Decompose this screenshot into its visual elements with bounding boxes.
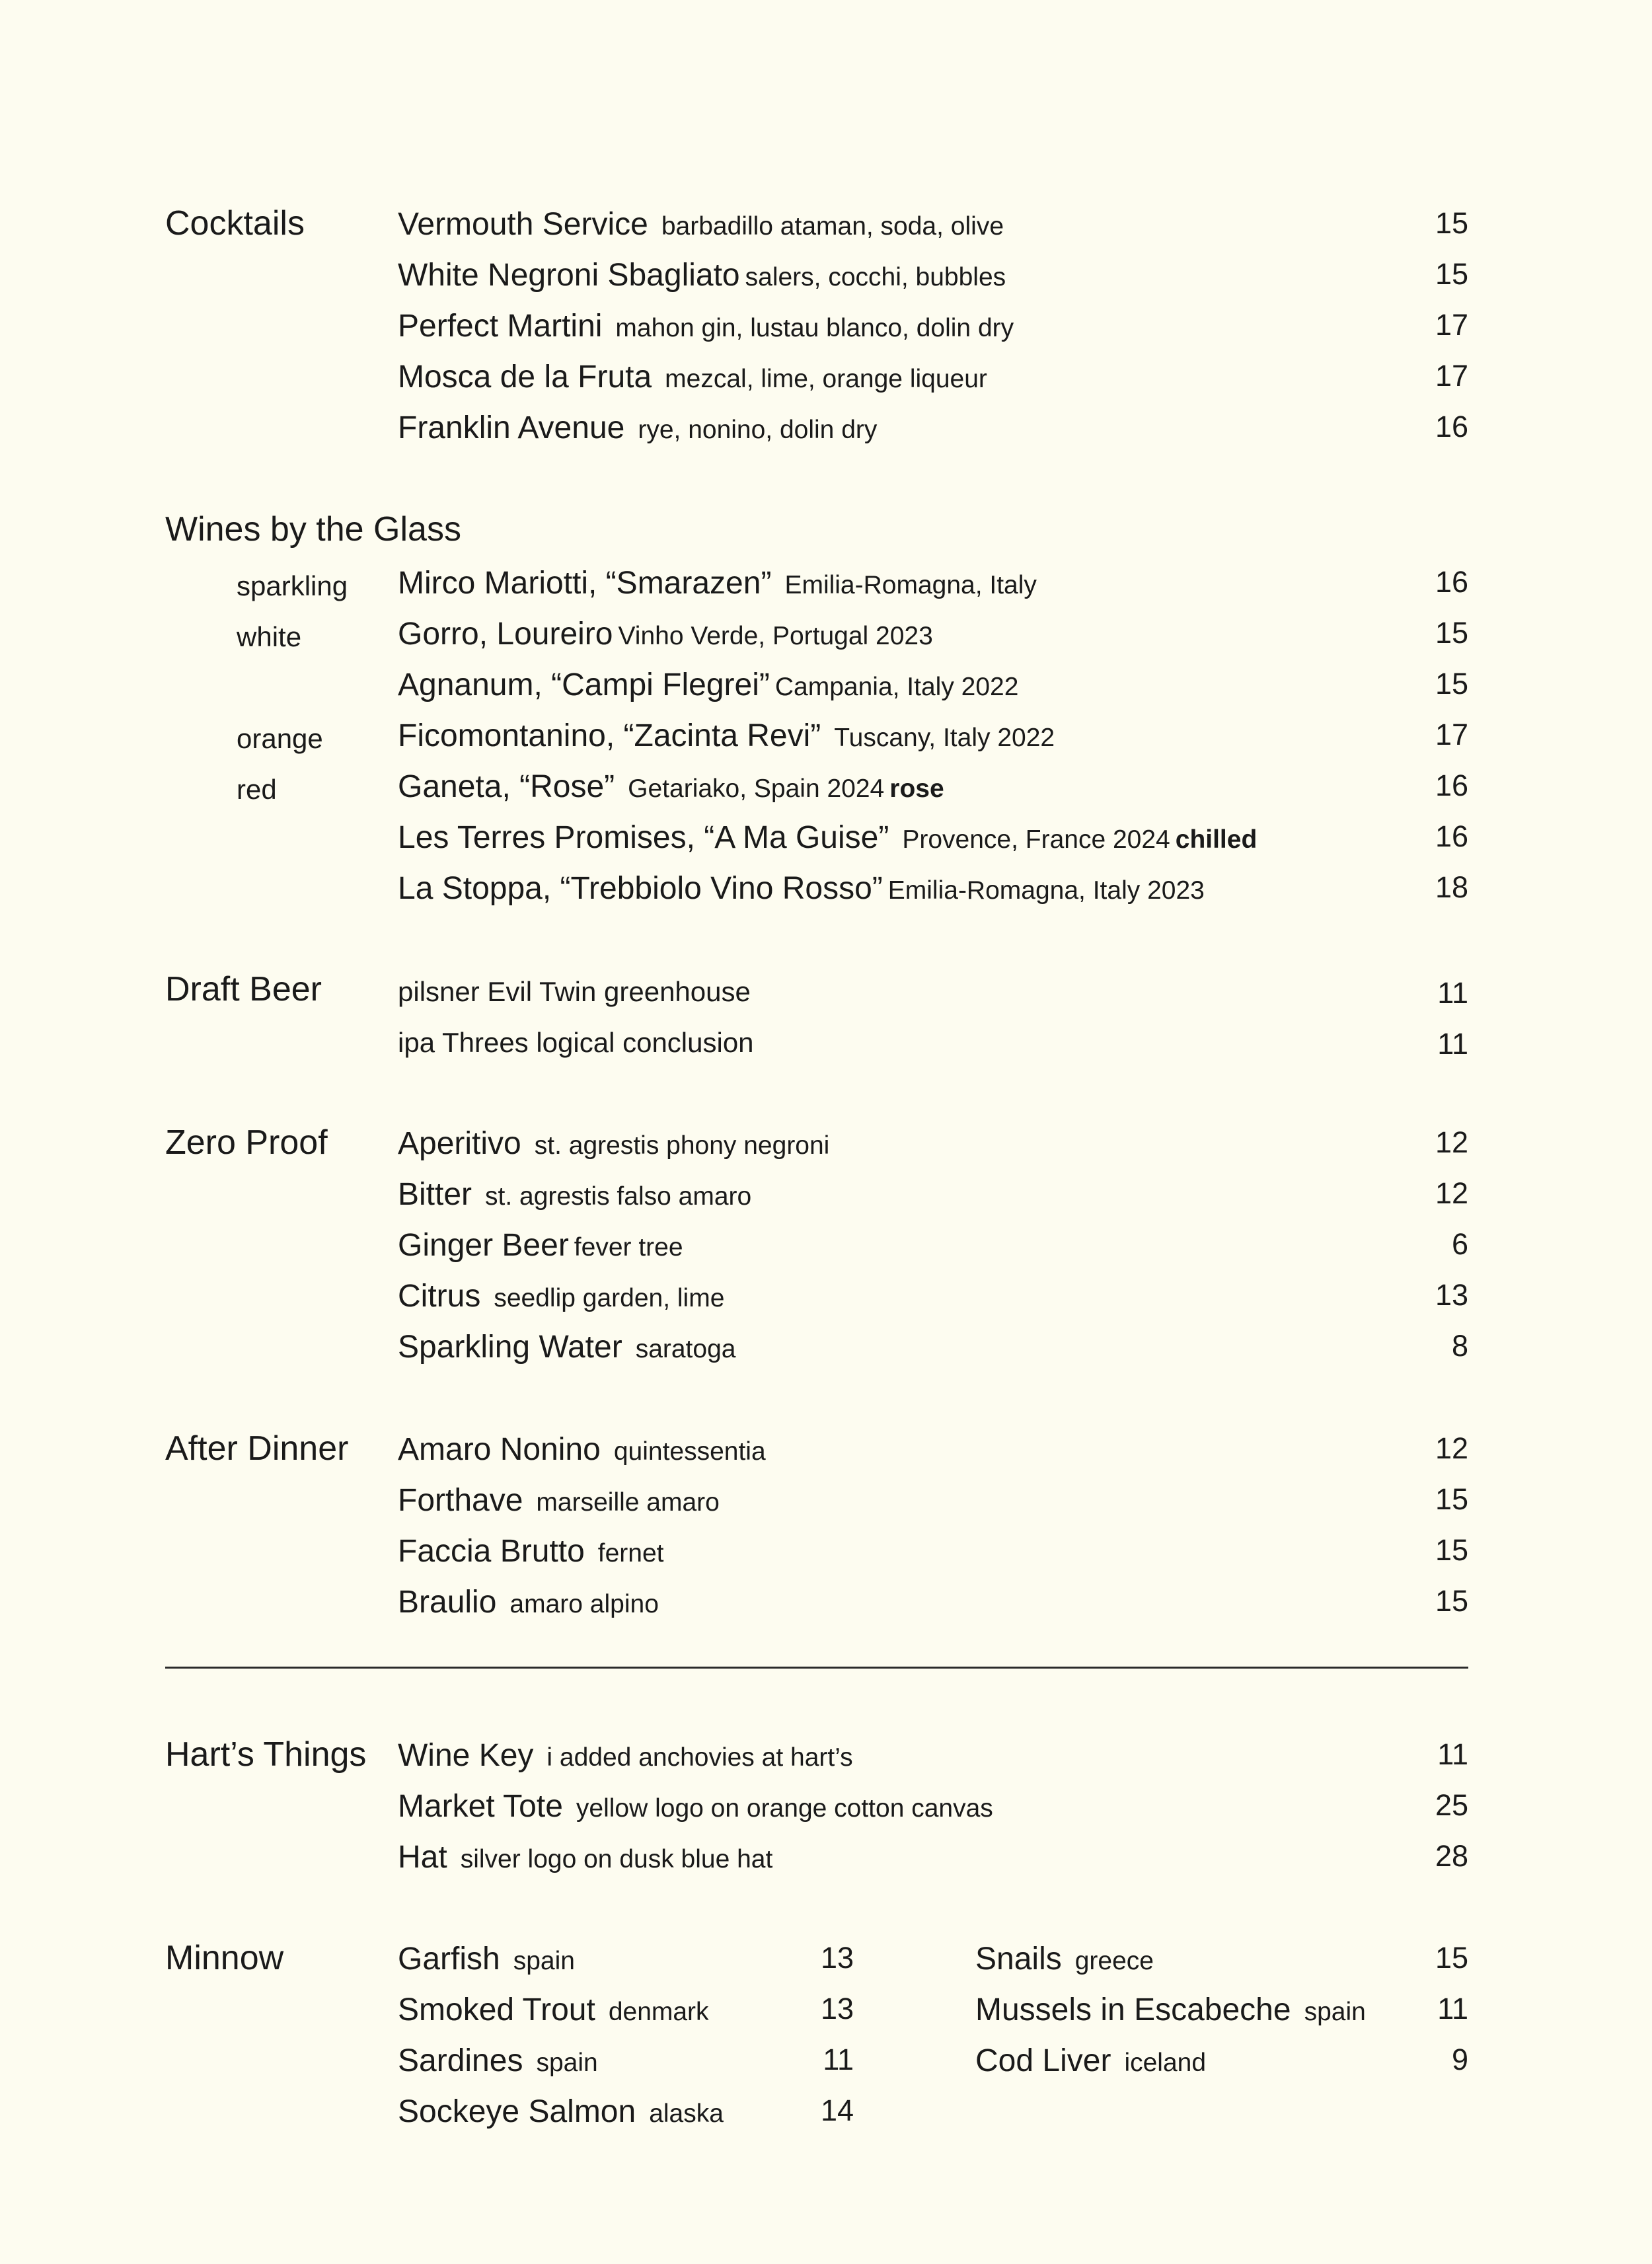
- item-price: 28: [1435, 1839, 1468, 1873]
- menu-item: [165, 1533, 1468, 1573]
- item-name: Smoked Trout: [398, 1992, 595, 2027]
- item-name: Snails: [975, 1942, 1062, 1977]
- item-desc: Emilia-Romagna, Italy 2023: [887, 876, 1205, 905]
- menu-item: [165, 1584, 1468, 1624]
- menu-item: [975, 2043, 1468, 2082]
- item-name: Braulio: [398, 1585, 497, 1620]
- menu-item: [165, 1176, 1468, 1216]
- item-price: 15: [1435, 257, 1468, 291]
- menu-item: [165, 1278, 1468, 1318]
- menu-item: [165, 1788, 1468, 1828]
- item-tag: chilled: [1175, 825, 1258, 854]
- item-price: 11: [1437, 1737, 1468, 1771]
- item-name: Vermouth Service: [398, 207, 648, 242]
- item-price: 11: [1437, 1992, 1468, 2025]
- item-desc: amaro alpino: [509, 1590, 659, 1618]
- menu-item: [165, 870, 1468, 910]
- item-desc: Campania, Italy 2022: [774, 673, 1019, 701]
- item-price: 11: [1437, 976, 1468, 1010]
- item-name: Amaro Nonino: [398, 1432, 601, 1467]
- item-desc: salers, cocchi, bubbles: [745, 263, 1006, 291]
- item-desc: yellow logo on orange cotton canvas: [576, 1794, 993, 1823]
- item-desc: alaska: [649, 2099, 724, 2128]
- menu-item: [398, 1992, 854, 2031]
- item-desc: Tuscany, Italy 2022: [834, 724, 1055, 752]
- item-price: 16: [1435, 565, 1468, 599]
- menu-item: [165, 1227, 1468, 1267]
- menu-item: [165, 1431, 1468, 1471]
- wine-category: red: [237, 774, 277, 805]
- item-desc: mezcal, lime, orange liqueur: [665, 365, 987, 393]
- item-name: Citrus: [398, 1279, 481, 1314]
- item-text: pilsner Evil Twin greenhouse: [398, 976, 751, 1007]
- item-price: 13: [1435, 1278, 1468, 1312]
- item-name: Cod Liver: [975, 2043, 1111, 2078]
- item-text: ipa Threes logical conclusion: [398, 1027, 754, 1058]
- item-price: 14: [820, 2094, 854, 2127]
- menu-item: [165, 718, 1468, 757]
- section-title: Hart’s Things: [165, 1735, 367, 1774]
- menu-item: [165, 769, 1468, 808]
- item-desc: st. agrestis falso amaro: [485, 1182, 752, 1211]
- item-name: Mosca de la Fruta: [398, 359, 652, 395]
- item-price: 6: [1451, 1227, 1468, 1261]
- item-price: 16: [1435, 769, 1468, 802]
- menu-item: [165, 667, 1468, 706]
- item-desc: Getariako, Spain 2024: [628, 774, 885, 803]
- item-name: Garfish: [398, 1942, 500, 1977]
- section-title: Wines by the Glass: [165, 510, 461, 548]
- item-price: 25: [1435, 1788, 1468, 1822]
- item-name: Mussels in Escabeche: [975, 1992, 1291, 2027]
- item-desc: mahon gin, lustau blanco, dolin dry: [615, 314, 1014, 342]
- item-price: 12: [1435, 1431, 1468, 1465]
- item-desc: Vinho Verde, Portugal 2023: [618, 622, 933, 650]
- menu-item: [165, 257, 1468, 297]
- menu-item: [165, 976, 1468, 1016]
- item-name: Mirco Mariotti, “Smarazen”: [398, 566, 772, 601]
- item-price: 15: [1435, 616, 1468, 650]
- menu-item: [165, 616, 1468, 656]
- item-name: Faccia Brutto: [398, 1534, 585, 1569]
- wine-category: sparkling: [237, 570, 348, 601]
- item-desc: denmark: [608, 1998, 709, 2026]
- item-price: 13: [820, 1941, 854, 1975]
- menu-item: [165, 1839, 1468, 1879]
- item-price: 12: [1435, 1125, 1468, 1159]
- menu-item: [165, 1737, 1468, 1777]
- item-name: Sparkling Water: [398, 1330, 622, 1365]
- item-desc: i added anchovies at hart’s: [546, 1743, 853, 1772]
- item-name: Gorro, Loureiro: [398, 617, 613, 652]
- wine-category: white: [237, 621, 302, 652]
- item-desc: silver logo on dusk blue hat: [460, 1845, 773, 1873]
- item-price: 11: [823, 2043, 854, 2076]
- item-name: Franklin Avenue: [398, 410, 625, 445]
- menu-item: [165, 359, 1468, 398]
- menu-item: [165, 1482, 1468, 1522]
- menu-item: [165, 308, 1468, 348]
- item-desc: st. agrestis phony negroni: [534, 1131, 830, 1160]
- section-title: Cocktails: [165, 204, 305, 243]
- section-title: Minnow: [165, 1939, 284, 1977]
- item-name: La Stoppa, “Trebbiolo Vino Rosso”: [398, 871, 883, 906]
- item-desc: fernet: [597, 1539, 664, 1567]
- menu-item: [165, 1027, 1468, 1067]
- item-price: 13: [820, 1992, 854, 2025]
- item-desc: seedlip garden, lime: [494, 1284, 725, 1312]
- section-title: After Dinner: [165, 1429, 349, 1468]
- item-desc: Emilia-Romagna, Italy: [784, 571, 1037, 599]
- item-price: 16: [1435, 819, 1468, 853]
- item-price: 15: [1435, 667, 1468, 700]
- menu-item: [165, 1329, 1468, 1369]
- menu-item: [398, 2043, 854, 2082]
- item-name: Bitter: [398, 1177, 472, 1212]
- item-name: Forthave: [398, 1483, 523, 1518]
- item-name: Agnanum, “Campi Flegrei”: [398, 667, 770, 702]
- divider: [165, 1667, 1468, 1669]
- item-desc: marseille amaro: [536, 1488, 720, 1517]
- wine-category: orange: [237, 723, 323, 754]
- menu-item: [975, 1941, 1468, 1981]
- item-tag: rose: [889, 774, 944, 803]
- menu-item: [398, 1941, 854, 1981]
- item-name: Sockeye Salmon: [398, 2094, 636, 2129]
- item-name: Perfect Martini: [398, 309, 603, 344]
- item-price: 9: [1451, 2043, 1468, 2076]
- menu-item: [165, 206, 1468, 246]
- item-price: 15: [1435, 1533, 1468, 1567]
- item-name: Aperitivo: [398, 1126, 521, 1161]
- item-name: Market Tote: [398, 1789, 563, 1824]
- item-price: 15: [1435, 1584, 1468, 1618]
- menu-item: [398, 2094, 854, 2133]
- menu-item: [165, 410, 1468, 449]
- item-price: 12: [1435, 1176, 1468, 1210]
- item-name: White Negroni Sbagliato: [398, 258, 740, 293]
- section-title: Draft Beer: [165, 970, 322, 1008]
- item-desc: Provence, France 2024: [902, 825, 1170, 854]
- item-desc: spain: [1304, 1998, 1366, 2026]
- item-price: 15: [1435, 1482, 1468, 1516]
- menu-item: [165, 565, 1468, 605]
- item-name: Ganeta, “Rose”: [398, 769, 615, 804]
- item-price: 17: [1435, 308, 1468, 342]
- menu-item: [165, 1125, 1468, 1165]
- item-desc: iceland: [1124, 2049, 1207, 2077]
- item-desc: quintessentia: [613, 1437, 766, 1466]
- menu-item: [975, 1992, 1468, 2031]
- item-desc: greece: [1074, 1947, 1154, 1975]
- item-name: Ginger Beer: [398, 1228, 569, 1263]
- item-desc: spain: [536, 2049, 598, 2077]
- item-price: 17: [1435, 718, 1468, 751]
- item-price: 15: [1435, 206, 1468, 240]
- item-price: 17: [1435, 359, 1468, 393]
- item-desc: saratoga: [635, 1335, 736, 1363]
- item-price: 18: [1435, 870, 1468, 904]
- item-name: Sardines: [398, 2043, 523, 2078]
- item-price: 11: [1437, 1027, 1468, 1061]
- item-price: 8: [1451, 1329, 1468, 1363]
- item-desc: rye, nonino, dolin dry: [638, 416, 878, 444]
- item-name: Hat: [398, 1840, 447, 1875]
- item-name: Les Terres Promises, “A Ma Guise”: [398, 820, 889, 855]
- item-desc: spain: [513, 1947, 575, 1975]
- section-title: Zero Proof: [165, 1123, 328, 1162]
- item-price: 15: [1435, 1941, 1468, 1975]
- item-name: Ficomontanino, “Zacinta Revi”: [398, 718, 821, 753]
- item-name: Wine Key: [398, 1738, 534, 1773]
- item-desc: barbadillo ataman, soda, olive: [661, 212, 1004, 241]
- item-price: 16: [1435, 410, 1468, 443]
- item-desc: fever tree: [574, 1233, 683, 1262]
- menu-item: [165, 819, 1468, 859]
